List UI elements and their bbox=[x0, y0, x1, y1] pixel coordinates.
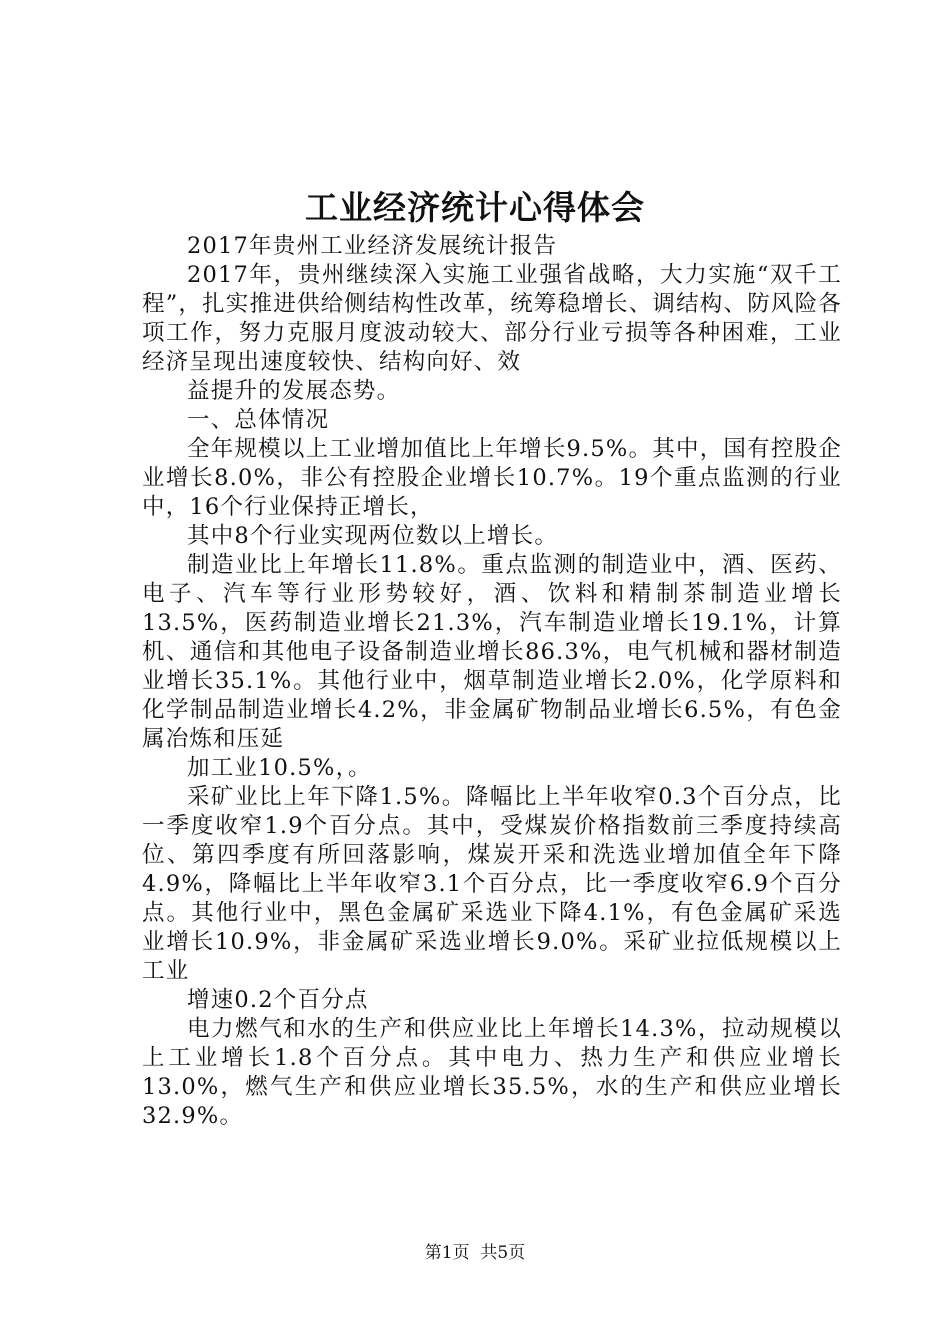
section-heading-overview: 一、总体情况 bbox=[187, 407, 330, 433]
document-title: 工业经济统计心得体会 bbox=[305, 188, 645, 227]
manufacturing-paragraph: 制造业比上年增长11.8%。重点监测的制造业中，酒、医药、电子、汽车等行业形势较好，酒、饮料和精制茶制造业增长13.5%，医药制造业增长21.3%，汽车制造业增长19.1%，计算机、通信和其他电子设备制造业增长86.3%，电气机械和器材制造业增长35.1%。其他行业中，烟草制造业增长2.0%，化学原料和化学制品制造业增长4.2%，非金属矿物制品业增长6.5%，有色金属冶炼和压延 bbox=[142, 552, 842, 752]
intro-paragraph: 2017年，贵州继续深入实施工业强省战略，大力实施“双千工程”，扎实推进供给侧结构性改革，统筹稳增长、调结构、防风险各项工作，努力克服月度波动较大、部分行业亏损等各种困难，工业经济呈现出速度较快、结构向好、效 bbox=[142, 262, 843, 375]
utilities-paragraph: 电力燃气和水的生产和供应业比上年增长14.3%，拉动规模以上工业增长1.8个百分点。其中电力、热力生产和供应业增长13.0%，燃气生产和供应业增长35.5%，水的生产和供应业增长32.9%。 bbox=[142, 1016, 842, 1129]
document-body bbox=[142, 232, 842, 1131]
page-number: 第1页 bbox=[424, 1243, 470, 1263]
intro-paragraph-continued: 益提升的发展态势。 bbox=[187, 378, 401, 404]
overview-paragraph: 全年规模以上工业增加值比上年增长9.5%。其中，国有控股企业增长8.0%，非公有控股企业增长10.7%。19个重点监测的行业中，16个行业保持正增长， bbox=[142, 436, 842, 520]
manufacturing-paragraph-continued: 加工业10.5%，。 bbox=[187, 755, 372, 781]
page-footer bbox=[0, 1242, 950, 1264]
overview-paragraph-continued: 其中8个行业实现两位数以上增长。 bbox=[187, 523, 559, 549]
mining-paragraph: 采矿业比上年下降1.5%。降幅比上半年收窄0.3个百分点，比一季度收窄1.9个百分点。其中，受煤炭价格指数前三季度持续高位、第四季度有所回落影响，煤炭开采和洗选业增加值全年下降4.9%，降幅比上半年收窄3.1个百分点，比一季度收窄6.9个百分点。其他行业中，黑色金属矿采选业下降4.1%，有色金属矿采选业增长10.9%，非金属矿采选业增长9.0%。采矿业拉低规模以上工业 bbox=[142, 784, 842, 984]
mining-paragraph-continued: 增速0.2个百分点 bbox=[187, 987, 369, 1013]
report-heading: 2017年贵州工业经济发展统计报告 bbox=[187, 233, 558, 259]
page-total: 共5页 bbox=[480, 1243, 526, 1263]
